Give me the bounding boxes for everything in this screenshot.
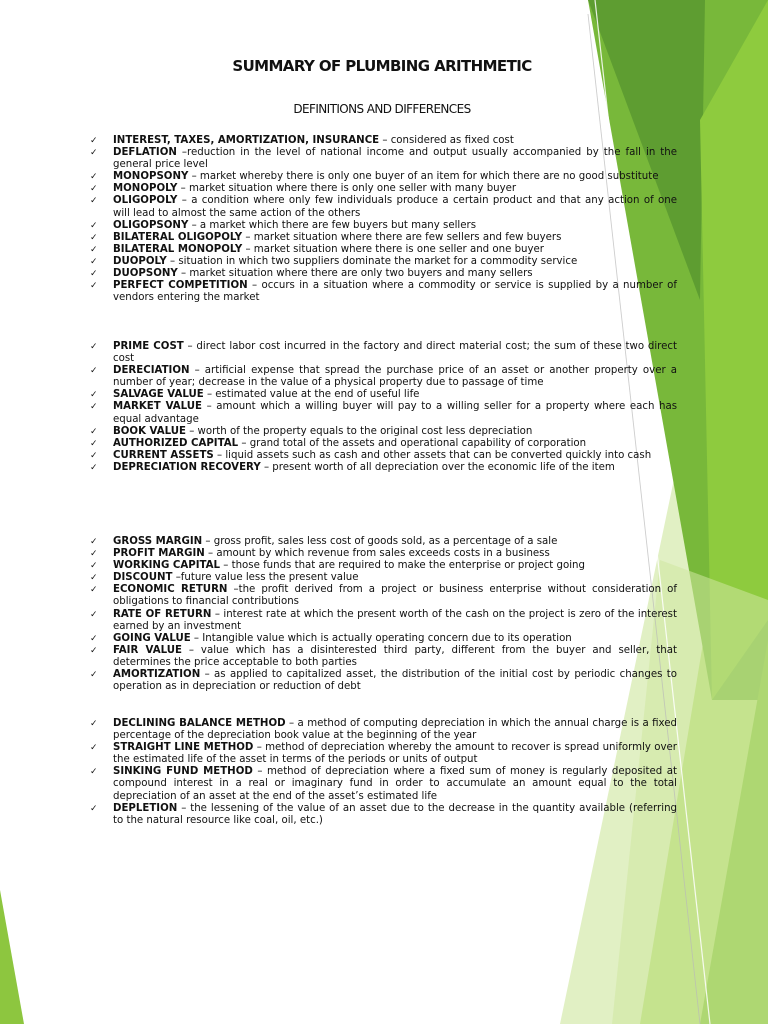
term-name: DEFLATION — [113, 147, 177, 159]
term-name: GOING VALUE — [113, 632, 191, 644]
term-definition: – the lessening of the value of an asset due to the decrease in the quantity available (referring to the natural resource like coal, oil, etc.) — [113, 802, 677, 826]
checkmark-bullet-icon: ✓ — [90, 256, 98, 267]
term-definition: – a condition where only few individuals produce a certain product and that any action of one will lead to almost the same action of the others — [113, 195, 677, 219]
term-name: RATE OF RETURN — [113, 608, 212, 620]
term-name: OLIGOPSONY — [113, 219, 189, 231]
definition-item — [90, 220, 677, 232]
term-definition: – market whereby there is only one buyer of an item for which there are no good substitute — [188, 171, 659, 183]
term-name: DUOPSONY — [113, 268, 178, 280]
term-definition: –the profit derived from a project or business enterprise without consideration of obligations to financial contributions — [113, 584, 677, 608]
term-definition: – as applied to capitalized asset, the distribution of the initial cost by periodic changes to operation as in depreciation or reduction of debt — [113, 669, 677, 693]
definition-item — [90, 548, 677, 560]
definition-item — [90, 645, 677, 669]
checkmark-bullet-icon: ✓ — [90, 670, 98, 681]
term-name: GROSS MARGIN — [113, 536, 203, 547]
checkmark-bullet-icon: ✓ — [90, 426, 98, 437]
term-definition: – market situation where there is one seller and one buyer — [242, 243, 544, 255]
term-definition: – gross profit, sales less cost of goods sold, as a percentage of a sale — [202, 536, 558, 547]
term-name: BOOK VALUE — [113, 425, 186, 437]
checkmark-bullet-icon: ✓ — [90, 220, 98, 231]
term-name: SINKING FUND METHOD — [113, 766, 253, 778]
definition-item — [90, 256, 677, 268]
checkmark-bullet-icon: ✓ — [90, 561, 98, 572]
definition-group-1 — [90, 135, 677, 304]
checkmark-bullet-icon: ✓ — [90, 633, 98, 644]
term-definition: – considered as fixed cost — [379, 135, 514, 146]
definition-item — [90, 803, 677, 827]
checkmark-bullet-icon: ✓ — [90, 402, 98, 413]
term-name: SALVAGE VALUE — [113, 389, 204, 401]
term-name: DEPLETION — [113, 802, 178, 814]
term-name: WORKING CAPITAL — [113, 560, 221, 572]
definition-item — [90, 365, 677, 389]
checkmark-bullet-icon: ✓ — [90, 573, 98, 584]
definition-item — [90, 536, 677, 548]
definition-item — [90, 183, 677, 195]
checkmark-bullet-icon: ✓ — [90, 366, 98, 377]
checkmark-bullet-icon: ✓ — [90, 537, 98, 547]
term-definition: – occurs in a situation where a commodity or service is supplied by a number of vendors entering the market — [113, 280, 677, 304]
definition-item — [90, 742, 677, 766]
term-definition: – liquid assets such as cash and other assets that can be converted quickly into cash — [213, 449, 652, 461]
definition-item — [90, 389, 677, 401]
definition-item — [90, 135, 677, 147]
checkmark-bullet-icon: ✓ — [90, 281, 98, 292]
checkmark-bullet-icon: ✓ — [90, 390, 98, 401]
definition-item — [90, 244, 677, 256]
term-name: OLIGOPOLY — [113, 195, 178, 207]
term-definition: – market situation where there are few sellers and few buyers — [242, 231, 562, 243]
definition-item — [90, 171, 677, 183]
definition-item — [90, 450, 677, 462]
term-name: DERECIATION — [113, 365, 190, 377]
document-title: SUMMARY OF PLUMBING ARITHMETIC — [232, 57, 532, 75]
checkmark-bullet-icon: ✓ — [90, 585, 98, 596]
term-definition: – grand total of the assets and operational capability of corporation — [238, 437, 587, 449]
term-name: ECONOMIC RETURN — [113, 584, 228, 596]
definition-item — [90, 401, 677, 425]
term-definition: – situation in which two suppliers dominate the market for a commodity service — [166, 255, 578, 267]
term-name: PROFIT MARGIN — [113, 548, 205, 560]
definition-group-2 — [90, 341, 677, 474]
checkmark-bullet-icon: ✓ — [90, 609, 98, 620]
checkmark-bullet-icon: ✓ — [90, 767, 98, 778]
term-name: AMORTIZATION — [113, 669, 201, 681]
definition-group-3 — [90, 536, 677, 693]
definition-item — [90, 609, 677, 633]
term-name: MARKET VALUE — [113, 401, 203, 413]
term-definition: – method of depreciation whereby the amount to recover is spread uniformly over the estimated life of the asset in terms of the periods or units of output — [113, 742, 677, 766]
definition-item — [90, 341, 677, 365]
checkmark-bullet-icon: ✓ — [90, 269, 98, 280]
term-name: DECLINING BALANCE METHOD — [113, 718, 286, 729]
term-name: AUTHORIZED CAPITAL — [113, 437, 239, 449]
checkmark-bullet-icon: ✓ — [90, 244, 98, 255]
term-name: BILATERAL OLIGOPOLY — [113, 231, 243, 243]
term-definition: – direct labor cost incurred in the factory and direct material cost; the sum of these two direct cost — [113, 341, 677, 365]
checkmark-bullet-icon: ✓ — [90, 232, 98, 243]
definition-item — [90, 584, 677, 608]
document-subtitle: DEFINITIONS AND DIFFERENCES — [293, 102, 471, 116]
checkmark-bullet-icon: ✓ — [90, 136, 98, 146]
checkmark-bullet-icon: ✓ — [90, 438, 98, 449]
definition-item — [90, 147, 677, 171]
term-name: DEPRECIATION RECOVERY — [113, 461, 261, 473]
term-definition: – value which has a disinterested third party, different from the buyer and seller, that determines the price acceptable to both parties — [113, 644, 677, 668]
definition-item — [90, 633, 677, 645]
term-name: MONOPOLY — [113, 183, 178, 195]
checkmark-bullet-icon: ✓ — [90, 450, 98, 461]
definition-item — [90, 669, 677, 693]
checkmark-bullet-icon: ✓ — [90, 719, 98, 729]
term-name: PERFECT COMPETITION — [113, 280, 248, 292]
term-name: PRIME COST — [113, 341, 184, 352]
checkmark-bullet-icon: ✓ — [90, 196, 98, 207]
definition-item — [90, 426, 677, 438]
definition-group-4 — [90, 718, 677, 827]
term-name: CURRENT ASSETS — [113, 449, 214, 461]
checkmark-bullet-icon: ✓ — [90, 148, 98, 159]
term-definition: – amount which a willing buyer will pay to a willing seller for a property where each has equal advantage — [113, 401, 678, 425]
definition-item — [90, 438, 677, 450]
term-definition: – method of depreciation where a fixed sum of money is regularly deposited at compound interest in a real or imaginary fund in order to accumulate an amount equal to the total depreciation of an asset at the end of the asset’s estimated life — [113, 766, 677, 802]
checkmark-bullet-icon: ✓ — [90, 172, 98, 183]
term-definition: –reduction in the level of national income and output usually accompanied by the fall in the general price level — [113, 147, 677, 171]
term-definition: –future value less the present value — [172, 572, 359, 584]
checkmark-bullet-icon: ✓ — [90, 462, 98, 473]
term-definition: – those funds that are required to make the enterprise or project going — [220, 560, 585, 572]
term-name: DISCOUNT — [113, 572, 173, 584]
definition-item — [90, 195, 677, 219]
term-definition: – present worth of all depreciation over the economic life of the item — [260, 461, 615, 473]
term-name: FAIR VALUE — [113, 644, 182, 656]
definition-item — [90, 232, 677, 244]
term-name: DUOPOLY — [113, 255, 167, 267]
term-definition: – artificial expense that spread the purchase price of an asset or another property over a number of year; decrease in the value of a physical property due to passage of time — [113, 365, 677, 389]
term-definition: – Intangible value which is actually operating concern due to its operation — [190, 632, 572, 644]
definition-item — [90, 280, 677, 304]
term-name: STRAIGHT LINE METHOD — [113, 742, 254, 754]
term-definition: – a method of computing depreciation in which the annual charge is a fixed percentage of the depreciation book value at the beginning of the year — [113, 718, 677, 742]
term-definition: – market situation where there is only one seller with many buyer — [177, 183, 517, 195]
term-definition: – interest rate at which the present worth of the cash on the project is zero of the interest earned by an investment — [113, 608, 677, 632]
term-definition: – amount by which revenue from sales exceeds costs in a business — [204, 548, 550, 560]
checkmark-bullet-icon: ✓ — [90, 743, 98, 754]
term-definition: – market situation where there are only two buyers and many sellers — [177, 268, 533, 280]
term-name: INTEREST, TAXES, AMORTIZATION, INSURANCE — [113, 135, 380, 146]
definition-item — [90, 560, 677, 572]
definition-item — [90, 718, 677, 742]
checkmark-bullet-icon: ✓ — [90, 342, 98, 352]
definition-item — [90, 572, 677, 584]
checkmark-bullet-icon: ✓ — [90, 184, 98, 195]
checkmark-bullet-icon: ✓ — [90, 549, 98, 560]
definition-item — [90, 268, 677, 280]
definition-item — [90, 766, 677, 802]
term-definition: – estimated value at the end of useful life — [203, 389, 420, 401]
term-name: MONOPSONY — [113, 171, 189, 183]
term-name: BILATERAL MONOPOLY — [113, 243, 243, 255]
term-definition: – a market which there are few buyers but many sellers — [188, 219, 477, 231]
checkmark-bullet-icon: ✓ — [90, 645, 98, 656]
term-definition: – worth of the property equals to the original cost less depreciation — [185, 425, 533, 437]
checkmark-bullet-icon: ✓ — [90, 803, 98, 814]
definition-item — [90, 462, 677, 474]
